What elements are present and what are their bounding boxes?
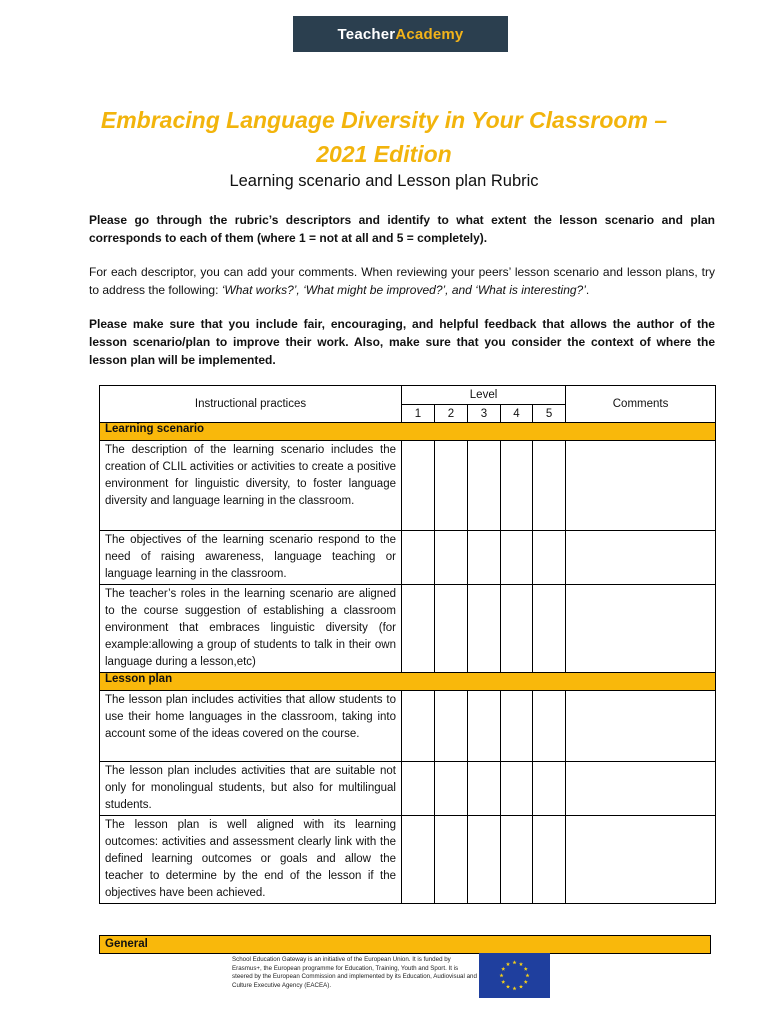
- eu-star-icon: [512, 986, 516, 990]
- level-1-cell[interactable]: [402, 441, 435, 531]
- level-5-cell[interactable]: [533, 762, 566, 816]
- p3-text-b: fair, encouraging, and helpful feedback: [303, 317, 537, 331]
- header-level: Level: [402, 386, 566, 405]
- instruction-paragraph-2: [89, 263, 715, 299]
- level-3-header: 3: [468, 405, 501, 423]
- level-1-cell[interactable]: [402, 531, 435, 585]
- section-learning-scenario: Learning scenario: [100, 423, 716, 441]
- descriptor-row: The lesson plan is well aligned with its learning outcomes: activities and assessment clearly link with the defined learning outcomes or goals and allow the teacher to determine by the end of the lesson if the objectives have been achieved.: [100, 816, 402, 904]
- level-4-cell[interactable]: [501, 531, 533, 585]
- level-4-cell[interactable]: [501, 441, 533, 531]
- eu-star-icon: [506, 962, 510, 966]
- title-line-2: 2021 Edition: [316, 141, 452, 167]
- eu-star-icon: [519, 962, 523, 966]
- level-1-cell[interactable]: [402, 762, 435, 816]
- descriptor-row: The lesson plan includes activities that allow students to use their home languages in the classroom, taking into account some of the ideas covered on the course.: [100, 691, 402, 762]
- level-2-cell[interactable]: [435, 531, 468, 585]
- p3-text-c: that allows the author of the lesson scenario/plan to improve their work. Also, make sure that you consider the context of where the lesson plan will be implemented.: [89, 317, 715, 367]
- level-2-cell[interactable]: [435, 585, 468, 673]
- descriptor-row: The lesson plan includes activities that are suitable not only for monolingual students, but also for multilingual students.: [100, 762, 402, 816]
- level-3-cell[interactable]: [468, 531, 501, 585]
- eu-star-icon: [501, 980, 505, 984]
- level-5-cell[interactable]: [533, 691, 566, 762]
- comments-cell[interactable]: [566, 585, 716, 673]
- title-line-1: Embracing Language Diversity in Your Classroom –: [100, 107, 668, 133]
- comments-cell[interactable]: [566, 531, 716, 585]
- comments-cell[interactable]: [566, 762, 716, 816]
- level-3-cell[interactable]: [468, 816, 501, 904]
- level-3-cell[interactable]: [468, 585, 501, 673]
- comments-cell[interactable]: [566, 441, 716, 531]
- level-1-cell[interactable]: [402, 585, 435, 673]
- p1-text-b: to what extent the lesson scenario and plan corresponds to each of them (where 1 = not at all and 5 = completely): [89, 213, 716, 245]
- document-subtitle: Learning scenario and Lesson plan Rubric: [229, 172, 539, 190]
- descriptor-row: The teacher’s roles in the learning scenario are aligned to the course suggestion of establishing a classroom environment that embraces linguistic diversity (for example:allowing a group of students to talk in their own language during a lesson,etc): [100, 585, 402, 673]
- comments-cell[interactable]: [566, 816, 716, 904]
- eu-star-icon: [525, 973, 529, 977]
- footer-funding-text: School Education Gateway is an initiative of the European Union. It is funded by Erasmus+, the European programme for Education, Training, Youth and Sport. It is steered by the European Commission and implemented by its Education, Audiovisual and Culture Executive Agency (EACEA).: [232, 956, 477, 989]
- logo-part-teacher: Teacher: [337, 25, 396, 43]
- level-2-cell[interactable]: [435, 441, 468, 531]
- section-general: General: [99, 935, 711, 954]
- section-lesson-plan: Lesson plan: [100, 673, 716, 691]
- descriptor-row: The description of the learning scenario includes the creation of CLIL activities or activities to create a positive environment for linguistic diversity, to foster language diversity and language learning in the classroom.: [100, 441, 402, 531]
- eu-stars-icon: [479, 953, 550, 998]
- level-5-cell[interactable]: [533, 531, 566, 585]
- p2-text-questions: ‘What works?’, ‘What might be improved?’, and ‘What is interesting?’: [221, 283, 586, 297]
- level-5-cell[interactable]: [533, 585, 566, 673]
- eu-star-icon: [499, 973, 503, 977]
- p3-text-a: Please make sure that you include: [89, 317, 304, 331]
- level-3-cell[interactable]: [468, 762, 501, 816]
- eu-star-icon: [501, 967, 505, 971]
- level-5-cell[interactable]: [533, 441, 566, 531]
- level-1-cell[interactable]: [402, 691, 435, 762]
- eu-star-icon: [512, 960, 516, 964]
- level-5-header: 5: [533, 405, 566, 423]
- header-instructional-practices: Instructional practices: [100, 386, 402, 423]
- logo-part-academy: Academy: [395, 25, 464, 43]
- document-title: [60, 103, 708, 171]
- eu-star-icon: [524, 967, 528, 971]
- level-2-cell[interactable]: [435, 816, 468, 904]
- eu-flag-icon: [479, 953, 550, 998]
- level-4-cell[interactable]: [501, 585, 533, 673]
- level-3-cell[interactable]: [468, 441, 501, 531]
- level-4-cell[interactable]: [501, 762, 533, 816]
- level-4-cell[interactable]: [501, 816, 533, 904]
- instruction-paragraph-1: [89, 211, 715, 247]
- level-1-cell[interactable]: [402, 816, 435, 904]
- teacher-academy-logo: [293, 16, 508, 52]
- level-1-header: 1: [402, 405, 435, 423]
- level-5-cell[interactable]: [533, 816, 566, 904]
- level-2-cell[interactable]: [435, 762, 468, 816]
- eu-star-icon: [519, 985, 523, 989]
- level-4-header: 4: [501, 405, 533, 423]
- comments-cell[interactable]: [566, 691, 716, 762]
- p2-text-a: For each descriptor, you can add your comments. When reviewing your peers’ lesson scenario and lesson plans, try to address the following:: [89, 265, 715, 297]
- level-4-cell[interactable]: [501, 691, 533, 762]
- level-3-cell[interactable]: [468, 691, 501, 762]
- p2-text-c: .: [585, 283, 590, 297]
- header-comments: Comments: [566, 386, 716, 423]
- instruction-paragraph-3: [89, 315, 715, 369]
- rubric-table: [99, 385, 716, 904]
- p1-text-c: .: [483, 231, 488, 245]
- eu-star-icon: [524, 980, 528, 984]
- descriptor-row: The objectives of the learning scenario respond to the need of raising awareness, language teaching or language learning in the classroom.: [100, 531, 402, 585]
- eu-star-icon: [506, 985, 510, 989]
- level-2-cell[interactable]: [435, 691, 468, 762]
- p1-text-a: Please go through the rubric’s descriptors and identify: [89, 213, 438, 227]
- level-2-header: 2: [435, 405, 468, 423]
